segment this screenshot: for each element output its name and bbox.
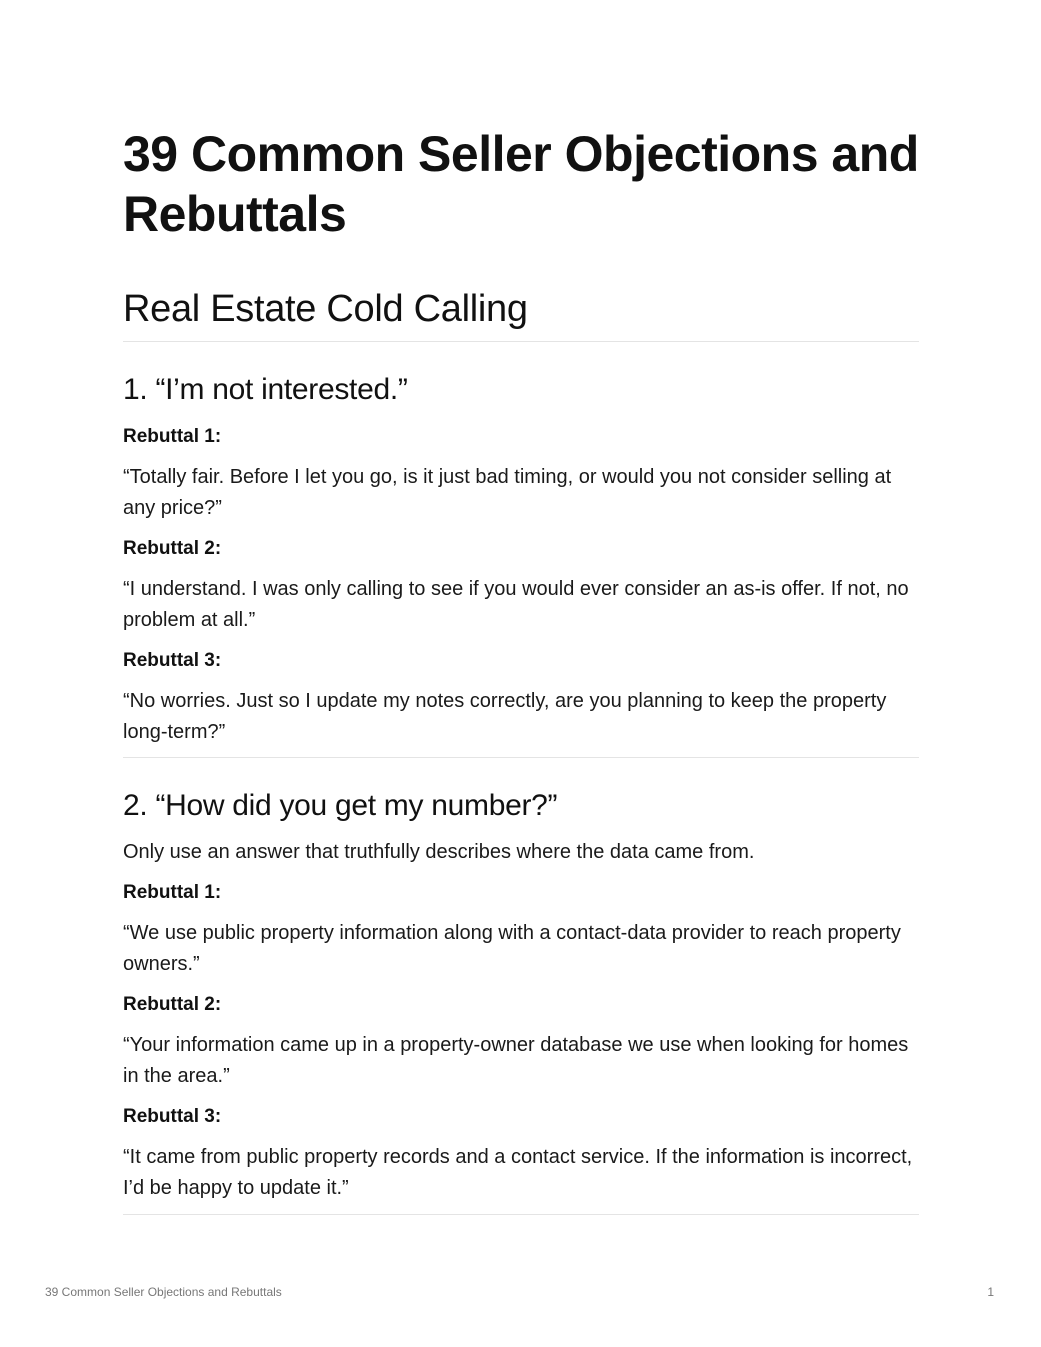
footer-page-number: 1 bbox=[987, 1285, 994, 1299]
rebuttal-label: Rebuttal 1: bbox=[123, 882, 222, 903]
section-divider bbox=[123, 341, 919, 342]
rebuttal-label: Rebuttal 3: bbox=[123, 650, 222, 671]
objection-divider bbox=[123, 757, 919, 758]
section-title: Real Estate Cold Calling bbox=[123, 288, 528, 330]
document-title: 39 Common Seller Objections and Rebuttals bbox=[123, 126, 919, 242]
footer-title: 39 Common Seller Objections and Rebuttals bbox=[45, 1285, 282, 1299]
rebuttal-text: “It came from public property records and a contact service. If the information is incorrect, I’d be happy to update it.” bbox=[123, 1146, 913, 1199]
rebuttal-text: “Your information came up in a property-owner database we use when looking for homes in the area.” bbox=[123, 1034, 909, 1087]
objection-heading: 2. “How did you get my number?” bbox=[123, 789, 558, 822]
rebuttal-label: Rebuttal 2: bbox=[123, 538, 222, 559]
rebuttal-label: Rebuttal 3: bbox=[123, 1106, 222, 1127]
rebuttal-label: Rebuttal 2: bbox=[123, 994, 222, 1015]
rebuttal-text: “We use public property information along with a contact-data provider to reach property owners.” bbox=[123, 922, 901, 975]
rebuttal-text: “No worries. Just so I update my notes correctly, are you planning to keep the property long-term?” bbox=[123, 690, 887, 743]
rebuttal-label: Rebuttal 1: bbox=[123, 426, 222, 447]
rebuttal-text: “I understand. I was only calling to see if you would ever consider an as-is offer. If not, no problem at all.” bbox=[123, 578, 909, 631]
objection-note: Only use an answer that truthfully describes where the data came from. bbox=[123, 841, 755, 863]
objection-divider bbox=[123, 1214, 919, 1215]
objection-heading: 1. “I’m not interested.” bbox=[123, 373, 408, 406]
rebuttal-text: “Totally fair. Before I let you go, is it just bad timing, or would you not consider selling at any price?” bbox=[123, 466, 892, 519]
